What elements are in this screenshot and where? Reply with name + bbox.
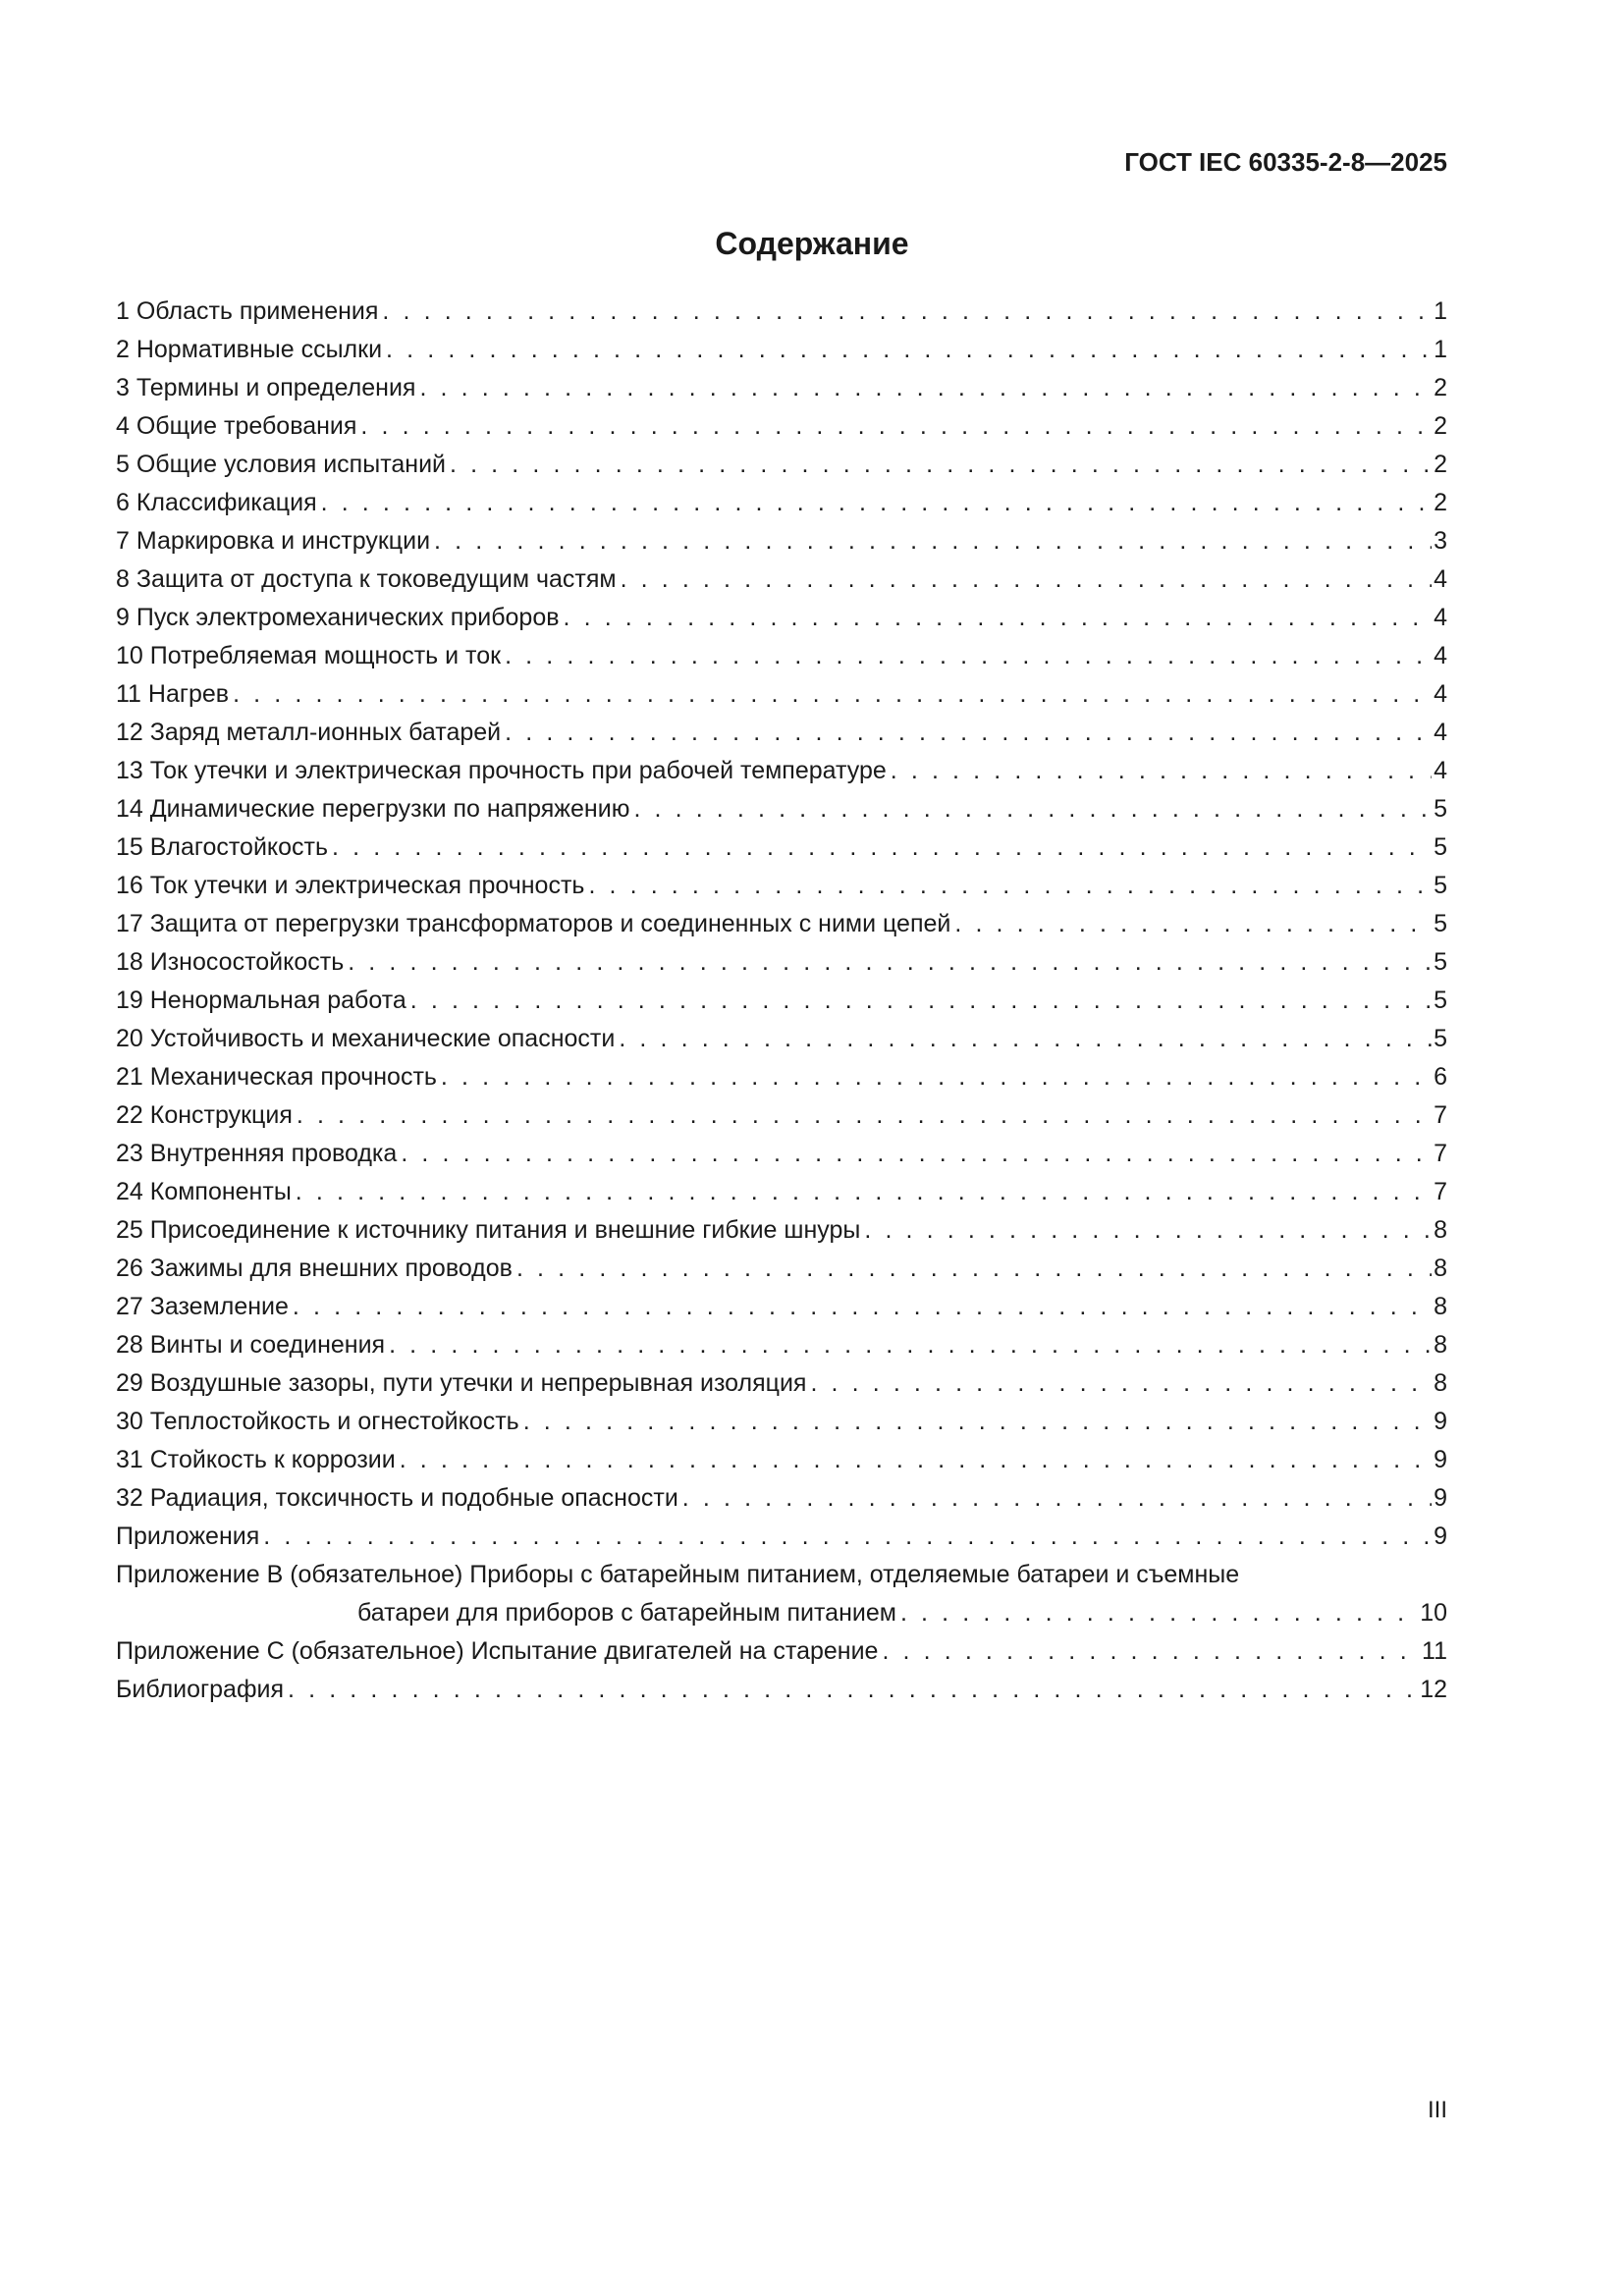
toc-entry-label: 8 Защита от доступа к токоведущим частям: [116, 565, 617, 593]
toc-entry-page: 8: [1434, 1369, 1447, 1397]
toc-entry[interactable]: [116, 867, 1447, 905]
toc-entry-page: 4: [1434, 757, 1447, 784]
toc-entry-page: 4: [1434, 642, 1447, 669]
toc-entry-page: 2: [1434, 451, 1447, 478]
table-of-contents: [116, 293, 1447, 1709]
toc-entry-page: 1: [1434, 336, 1447, 363]
toc-entry[interactable]: [116, 369, 1447, 407]
toc-entry-page: 5: [1434, 948, 1447, 976]
toc-entry[interactable]: [116, 522, 1447, 561]
toc-entry-label: 20 Устойчивость и механические опасности: [116, 1025, 616, 1052]
toc-entry-page: 1: [1434, 297, 1447, 325]
toc-entry-page: 5: [1434, 795, 1447, 823]
toc-entry[interactable]: [116, 675, 1447, 714]
toc-entry[interactable]: [116, 905, 1447, 943]
toc-entry-page: 10: [1420, 1599, 1447, 1627]
toc-entry-page: 11: [1422, 1637, 1447, 1665]
toc-entry-label: Приложения: [116, 1522, 260, 1550]
toc-entry[interactable]: [116, 1479, 1447, 1518]
toc-entry-label: 2 Нормативные ссылки: [116, 336, 383, 363]
toc-entry-page: 4: [1434, 604, 1447, 631]
toc-entry-bibliography[interactable]: [116, 1671, 1447, 1709]
toc-entry-page: 12: [1420, 1676, 1447, 1703]
toc-entry-label: 21 Механическая прочность: [116, 1063, 437, 1091]
toc-entry[interactable]: [116, 1058, 1447, 1096]
toc-entry-label: 3 Термины и определения: [116, 374, 416, 401]
toc-entry-label: 11 Нагрев: [116, 680, 230, 708]
toc-entry-label: 9 Пуск электромеханических приборов: [116, 604, 560, 631]
page-title: Содержание: [715, 226, 909, 261]
toc-entry[interactable]: [116, 484, 1447, 522]
toc-entry-label: 10 Потребляемая мощность и ток: [116, 642, 502, 669]
toc-entry[interactable]: [116, 331, 1447, 369]
page-number: III: [1427, 2097, 1447, 2123]
toc-entry-label: 28 Винты и соединения: [116, 1331, 386, 1359]
toc-entry[interactable]: [116, 714, 1447, 752]
toc-entry-page: 3: [1434, 527, 1447, 555]
toc-entry-label: 29 Воздушные зазоры, пути утечки и непрерывная изоляция: [116, 1369, 807, 1397]
toc-entry-page: 8: [1434, 1255, 1447, 1282]
toc-entry[interactable]: [116, 407, 1447, 446]
toc-entry-page: 5: [1434, 872, 1447, 899]
toc-entry[interactable]: [116, 1326, 1447, 1364]
toc-entry-page: 2: [1434, 412, 1447, 440]
toc-entry-page: 6: [1434, 1063, 1447, 1091]
toc-entry-label: 1 Область применения: [116, 297, 379, 325]
toc-entry-page: 8: [1434, 1216, 1447, 1244]
toc-entry-label: 13 Ток утечки и электрическая прочность при рабочей температуре: [116, 757, 887, 784]
toc-entry-page: 9: [1434, 1446, 1447, 1473]
toc-entry-label: 26 Зажимы для внешних проводов: [116, 1255, 513, 1282]
toc-entry[interactable]: [116, 1441, 1447, 1479]
toc-entry-appendix-c[interactable]: [116, 1632, 1447, 1671]
toc-entry-page: 5: [1434, 910, 1447, 937]
toc-entry-page: 8: [1434, 1331, 1447, 1359]
toc-entry-page: 5: [1434, 1025, 1447, 1052]
toc-entry-label: 24 Компоненты: [116, 1178, 292, 1205]
toc-entry-page: 8: [1434, 1293, 1447, 1320]
toc-entry-label: 31 Стойкость к коррозии: [116, 1446, 396, 1473]
toc-entry[interactable]: [116, 446, 1447, 484]
toc-entry[interactable]: [116, 599, 1447, 637]
toc-entry-label: 4 Общие требования: [116, 412, 357, 440]
toc-entry-label: 17 Защита от перегрузки трансформаторов и соединенных с ними цепей: [116, 910, 951, 937]
toc-entry-page: 9: [1434, 1484, 1447, 1512]
toc-entry[interactable]: [116, 1288, 1447, 1326]
toc-entry-label: 19 Ненормальная работа: [116, 987, 406, 1014]
toc-entry[interactable]: [116, 1173, 1447, 1211]
toc-entry-label: 18 Износостойкость: [116, 948, 345, 976]
toc-entry[interactable]: [116, 1250, 1447, 1288]
toc-entry[interactable]: [116, 637, 1447, 675]
toc-entry[interactable]: [116, 1364, 1447, 1403]
toc-entry-label: 14 Динамические перегрузки по напряжению: [116, 795, 630, 823]
toc-entry-label: 5 Общие условия испытаний: [116, 451, 446, 478]
toc-entry-page: 5: [1434, 987, 1447, 1014]
toc-entry[interactable]: [116, 982, 1447, 1020]
toc-entry-label: 32 Радиация, токсичность и подобные опасности: [116, 1484, 678, 1512]
toc-entry-label: 12 Заряд металл-ионных батарей: [116, 719, 502, 746]
toc-entry[interactable]: [116, 561, 1447, 599]
toc-entry[interactable]: [116, 828, 1447, 867]
toc-entry-page: 4: [1434, 680, 1447, 708]
toc-entry-label: Приложение С (обязательное) Испытание двигателей на старение: [116, 1637, 879, 1665]
toc-entry-appendix-b[interactable]: [116, 1556, 1447, 1594]
toc-entry-label: Библиография: [116, 1676, 285, 1703]
toc-entry-page: 7: [1434, 1101, 1447, 1129]
toc-entry-page: 2: [1434, 489, 1447, 516]
toc-entry-label: 27 Заземление: [116, 1293, 289, 1320]
toc-entry[interactable]: [116, 293, 1447, 331]
toc-entry-label: 25 Присоединение к источнику питания и внешние гибкие шнуры: [116, 1216, 861, 1244]
toc-entry-label: 30 Теплостойкость и огнестойкость: [116, 1408, 519, 1435]
toc-entry-label: 7 Маркировка и инструкции: [116, 527, 431, 555]
toc-entry-label: 23 Внутренняя проводка: [116, 1140, 398, 1167]
toc-entry-label: 16 Ток утечки и электрическая прочность: [116, 872, 585, 899]
toc-entry-label: 22 Конструкция: [116, 1101, 293, 1129]
toc-entry-label: батареи для приборов с батарейным питанием: [357, 1599, 896, 1627]
toc-entry-page: 4: [1434, 565, 1447, 593]
toc-entry[interactable]: [116, 752, 1447, 790]
toc-entry-page: 9: [1434, 1522, 1447, 1550]
document-id: ГОСТ IEC 60335-2-8—2025: [1124, 147, 1447, 177]
toc-entry-label: 15 Влагостойкость: [116, 833, 329, 861]
toc-entry-page: 4: [1434, 719, 1447, 746]
toc-entry-appendix-b-cont[interactable]: [116, 1594, 1447, 1632]
toc-entry[interactable]: [116, 1096, 1447, 1135]
toc-entry-label: Приложение В (обязательное) Приборы с батарейным питанием, отделяемые батареи и съемные: [116, 1561, 1240, 1588]
toc-entry-page: 9: [1434, 1408, 1447, 1435]
toc-entry[interactable]: [116, 943, 1447, 982]
toc-entry[interactable]: [116, 1135, 1447, 1173]
toc-entry-page: 7: [1434, 1178, 1447, 1205]
toc-entry-label: 6 Классификация: [116, 489, 317, 516]
toc-entry-page: 2: [1434, 374, 1447, 401]
toc-entry[interactable]: [116, 1211, 1447, 1250]
toc-entry[interactable]: [116, 1020, 1447, 1058]
toc-entry[interactable]: [116, 1403, 1447, 1441]
toc-entry[interactable]: [116, 1518, 1447, 1556]
toc-entry[interactable]: [116, 790, 1447, 828]
toc-entry-page: 7: [1434, 1140, 1447, 1167]
toc-entry-page: 5: [1434, 833, 1447, 861]
